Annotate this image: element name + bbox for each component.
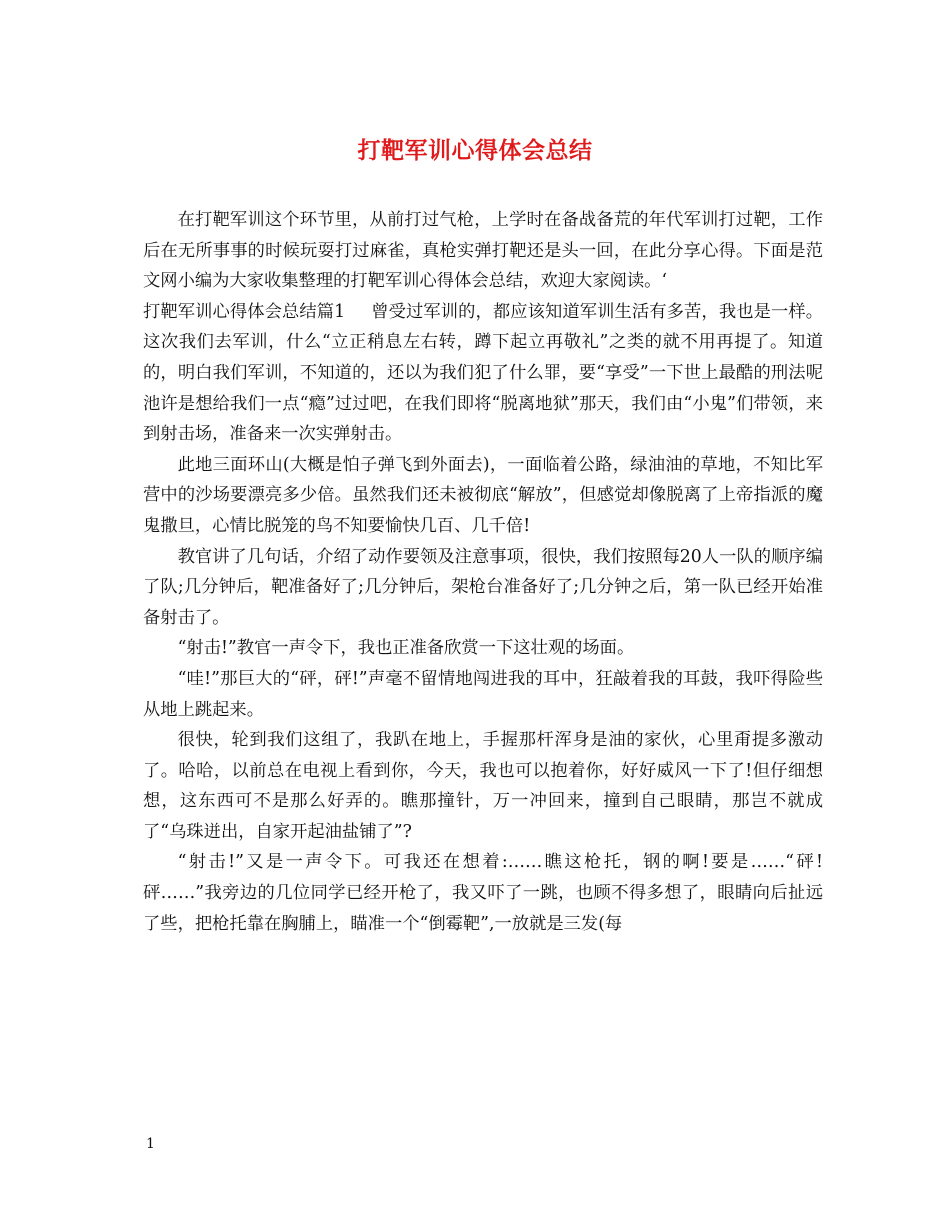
page-title: 打靶军训心得体会总结 — [357, 137, 593, 164]
paragraph: “射击!”教官一声令下，我也正准备欣赏一下这壮观的场面。 — [177, 638, 635, 659]
paragraph: 此地三面环山(大概是怕子弹飞到外面去)，一面临着公路，绿油油的草地，不知比军营中的沙场要漂亮多少倍。虽然我们还未被彻底“解放”，但感觉却像脱离了上帝指派的魔鬼撒旦，心情比脱笼的鸟不知要愉快几百、几千倍! — [143, 454, 823, 536]
paragraph: 教官讲了几句话，介绍了动作要领及注意事项，很快，我们按照每20人一队的顺序编了队;几分钟后，靶准备好了;几分钟后，架枪台准备好了;几分钟之后，第一队已经开始准备射击了。 — [143, 546, 823, 628]
page-number: 1 — [146, 1136, 155, 1152]
paragraph: “射击!”又是一声令下。可我还在想着:……瞧这枪托，钢的啊!要是……“砰!砰……”我旁边的几位同学已经开枪了，我又吓了一跳，也顾不得多想了，眼睛向后扯远了些，把枪托靠在胸脯上，瞄准一个“倒霉靶”,一放就是三发(每 — [143, 852, 823, 934]
document-body — [143, 205, 823, 939]
paragraph-text: 曾受过军训的，都应该知道军训生活有多苦，我也是一样。这次我们去军训，什么“立正稍息左右转，蹲下起立再敬礼”之类的就不用再提了。知道的，明白我们军训，不知道的，还以为我们犯了什么罪，要“享受”一下世上最酷的刑法呢池许是想给我们一点“瘾”过过吧，在我们即将“脱离地狱”那天，我们由“小鬼”们带领，来到射击场，准备来一次实弹射击。 — [143, 301, 823, 445]
section-heading: 打靶军训心得体会总结篇1 — [143, 301, 346, 322]
paragraph: 很快，轮到我们这组了，我趴在地上，手握那杆浑身是油的家伙，心里甭提多激动了。哈哈，以前总在电视上看到你，今天，我也可以抱着你，好好威风一下了!但仔细想想，这东西可不是那么好弄的。瞧那撞针，万一冲回来，撞到自己眼睛，那岂不就成了“乌珠迸出，自家开起油盐铺了”? — [143, 730, 823, 842]
paragraph-section-1 — [143, 297, 823, 450]
paragraph-intro: 在打靶军训这个环节里，从前打过气枪，上学时在备战备荒的年代军训打过靶，工作后在无所事事的时候玩耍打过麻雀，真枪实弹打靶还是头一回，在此分享心得。下面是范文网小编为大家收集整理的打靶军训心得体会总结，欢迎大家阅读。‘ — [143, 210, 823, 292]
paragraph: “哇!”那巨大的“砰，砰!”声毫不留情地闯进我的耳中，狂敲着我的耳鼓，我吓得险些从地上跳起来。 — [143, 668, 823, 720]
